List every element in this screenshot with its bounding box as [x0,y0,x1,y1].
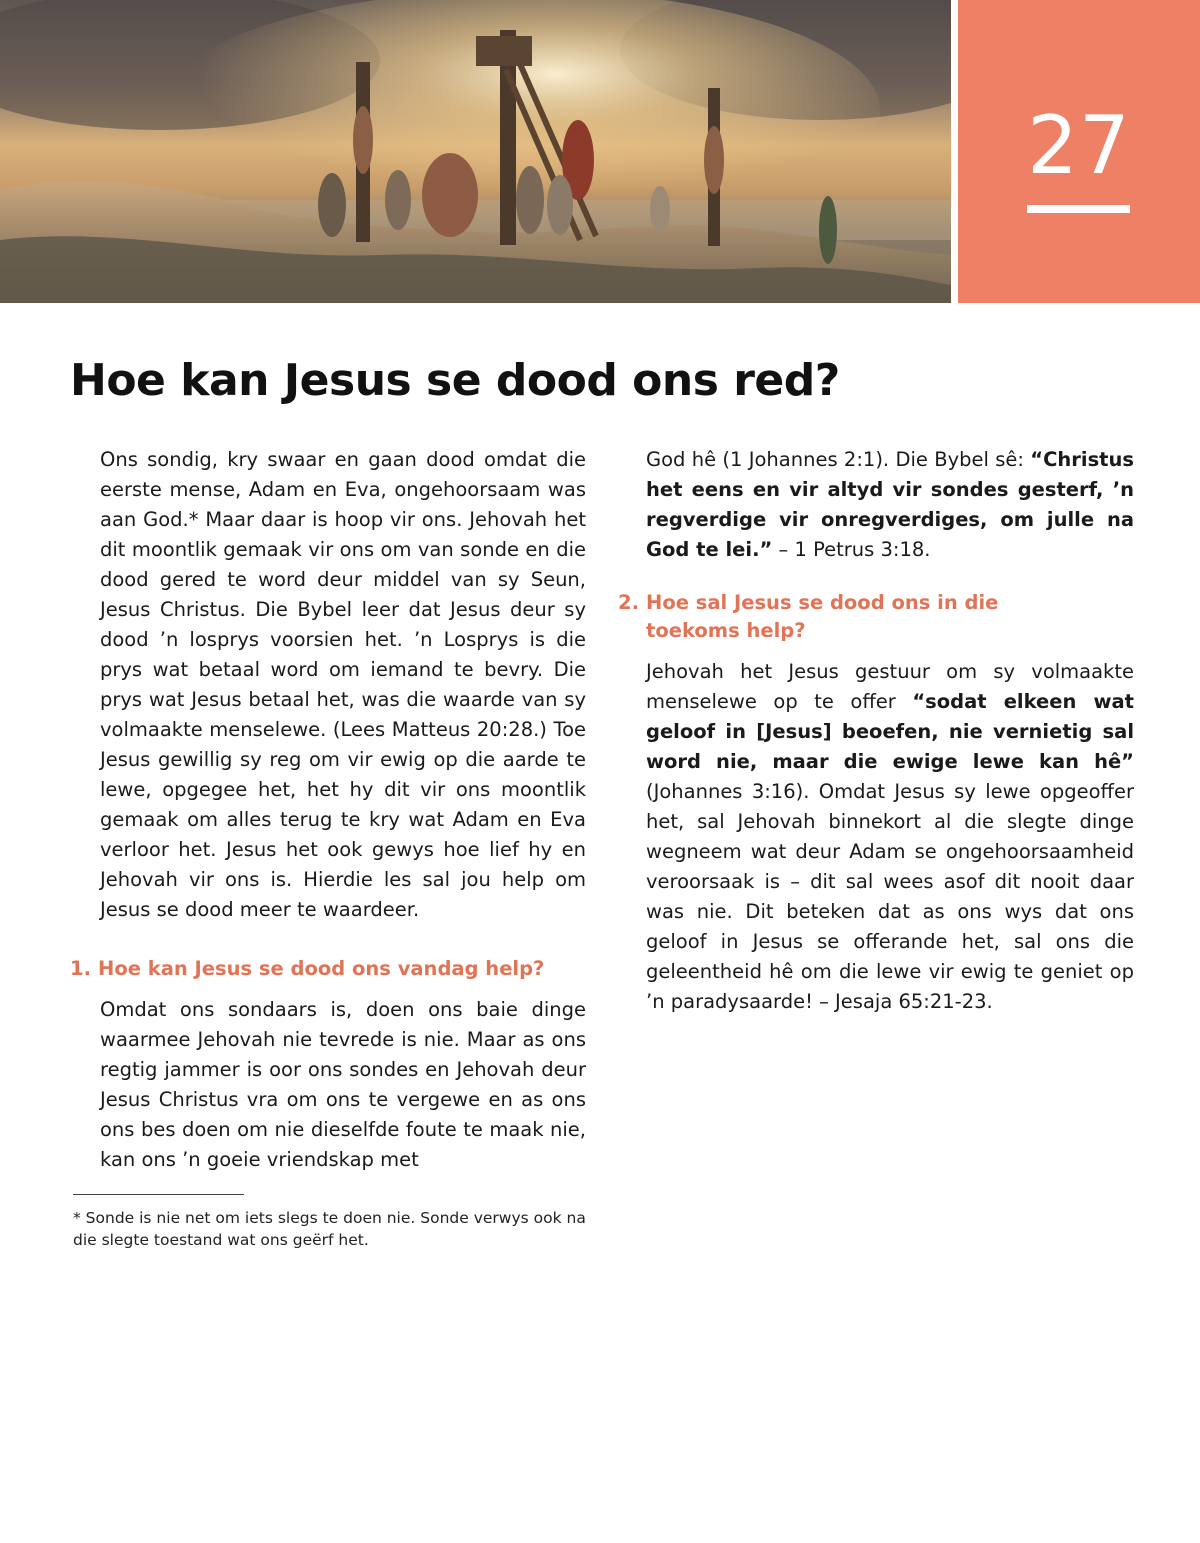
question-1-number: 1. [70,957,91,980]
question-2-number: 2. [618,591,639,614]
page-title: Hoe kan Jesus se dood ons red? [70,355,840,406]
answer-2-text-end: (Johannes 3:16). Omdat Jesus sy lewe opgeoffer het, sal Jehovah binnekort al die slegte dinge wegneem wat deur Adam se ongehoorsaamheid veroorsaak is – dit sal wees asof dit nooit daar was nie. Dit beteken dat as ons wys dat ons geloof in Jesus se offerande het, sal ons die geleentheid hê om die lewe vir ewig te geniet op ’n paradysaarde! – Jesaja 65:21-23. [646,780,1134,1013]
lesson-banner [0,0,1200,303]
scripture-quote-1: “Christus het eens en vir altyd vir sondes gesterf, ’n regverdige vir onregverdiges, om julle na God te lei.” [646,448,1134,561]
question-1-heading [70,955,586,983]
question-2-text: Hoe sal Jesus se dood ons in die toekoms help? [646,591,999,642]
scripture-reference-1: – 1 Petrus 3:18. [772,538,931,561]
lesson-number: 27 [1027,99,1131,192]
question-2-heading [618,589,1134,645]
left-column [70,445,586,1175]
crucifixion-scene-image [0,0,951,303]
lesson-number-badge [958,0,1200,303]
answer-1-continuation-text: God hê (1 Johannes 2:1). Die Bybel sê: [646,448,1031,471]
footnote: * Sonde is nie net om iets slegs te doen nie. Sonde verwys ook na die slegte toestand wat ons geërf het. [73,1209,586,1249]
footnote-divider [73,1194,244,1195]
lesson-number-underline [1027,205,1130,213]
answer-2-text-start: Jehovah het Jesus gestuur om sy volmaakte menselewe op te offer [646,660,1134,713]
right-column [618,445,1134,1017]
intro-paragraph: Ons sondig, kry swaar en gaan dood omdat die eerste mense, Adam en Eva, ongehoorsaam was aan God.* Maar daar is hoop vir ons. Jehovah het dit moontlik gemaak vir ons om van sonde en die dood gered te word deur middel van sy Seun, Jesus Christus. Die Bybel leer dat Jesus deur sy dood ’n losprys voorsien het. ’n Losprys is die prys wat betaal word om iemand te bevry. Die prys wat Jesus betaal het, was die waarde van sy volmaakte menselewe. (Lees Matteus 20:28.) Toe Jesus gewillig sy reg om vir ewig op die aarde te lewe, opgegee het, het hy dit vir ons moontlik gemaak om alles terug te kry wat Adam en Eva verloor het. Jesus het ook gewys hoe lief hy en Jehovah vir ons is. Hierdie les sal jou help om Jesus se dood meer te waardeer. [100,448,586,921]
crucifixion-scene-illustration [0,0,951,303]
question-1-text: Hoe kan Jesus se dood ons vandag help? [98,957,545,980]
answer-1-continuation [618,445,1134,565]
answer-2-paragraph [618,657,1134,1017]
answer-1-paragraph: Omdat ons sondaars is, doen ons baie dinge waarmee Jehovah nie tevrede is nie. Maar as ons regtig jammer is oor ons sondes en Jehovah deur Jesus Christus vra om ons te vergewe en as ons ons bes doen om nie dieselfde foute te maak nie, kan ons ’n goeie vriendskap met [100,998,586,1171]
scripture-quote-2: “sodat elkeen wat geloof in [Jesus] beoefen, nie vernietig sal word nie, maar die ewige lewe kan hê” [646,690,1134,773]
